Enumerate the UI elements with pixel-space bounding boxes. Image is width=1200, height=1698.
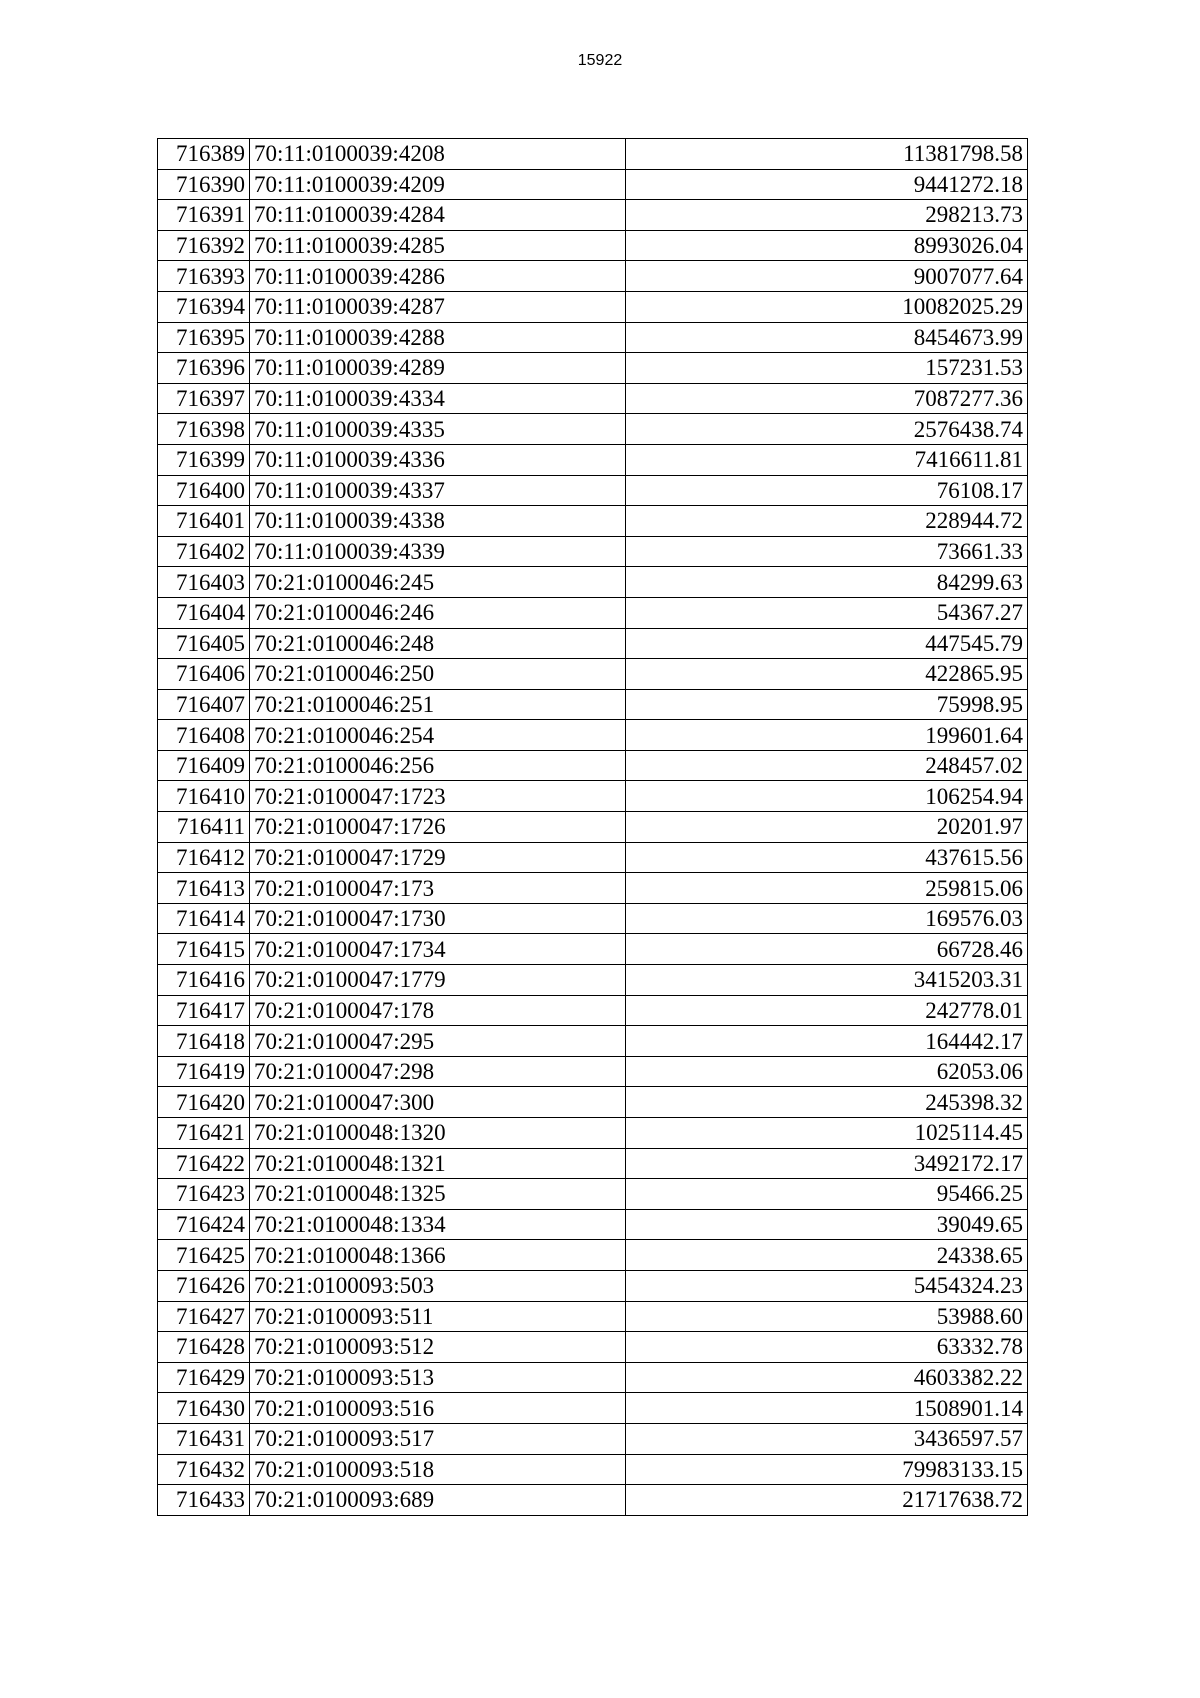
row-number-cell: 716425 [158,1240,250,1271]
row-number-cell: 716407 [158,689,250,720]
value-cell: 7087277.36 [626,383,1028,414]
row-number-cell: 716400 [158,475,250,506]
value-cell: 9441272.18 [626,169,1028,200]
value-cell: 24338.65 [626,1240,1028,1271]
row-number-cell: 716415 [158,934,250,965]
table-row [158,659,1028,690]
row-number-cell: 716405 [158,628,250,659]
value-cell: 76108.17 [626,475,1028,506]
cadastral-number-cell: 70:21:0100046:254 [250,720,626,751]
value-cell: 242778.01 [626,995,1028,1026]
cadastral-number-cell: 70:21:0100046:245 [250,567,626,598]
cadastral-number-cell: 70:21:0100046:248 [250,628,626,659]
row-number-cell: 716430 [158,1393,250,1424]
row-number-cell: 716410 [158,781,250,812]
cadastral-number-cell: 70:21:0100047:1734 [250,934,626,965]
value-cell: 10082025.29 [626,291,1028,322]
row-number-cell: 716394 [158,291,250,322]
table-row [158,1240,1028,1271]
value-cell: 199601.64 [626,720,1028,751]
cadastral-number-cell: 70:21:0100046:251 [250,689,626,720]
row-number-cell: 716419 [158,1056,250,1087]
table-row [158,1148,1028,1179]
row-number-cell: 716431 [158,1423,250,1454]
row-number-cell: 716429 [158,1362,250,1393]
row-number-cell: 716420 [158,1087,250,1118]
table-row [158,200,1028,231]
table-row [158,597,1028,628]
table-row [158,169,1028,200]
row-number-cell: 716402 [158,536,250,567]
table-row [158,1423,1028,1454]
table-row [158,1087,1028,1118]
table-row [158,1332,1028,1363]
cadastral-number-cell: 70:21:0100048:1334 [250,1209,626,1240]
table-row [158,1179,1028,1210]
value-cell: 21717638.72 [626,1485,1028,1516]
cadastral-number-cell: 70:11:0100039:4285 [250,230,626,261]
value-cell: 3492172.17 [626,1148,1028,1179]
row-number-cell: 716409 [158,750,250,781]
cadastral-number-cell: 70:11:0100039:4209 [250,169,626,200]
value-cell: 39049.65 [626,1209,1028,1240]
cadastral-number-cell: 70:21:0100093:518 [250,1454,626,1485]
table-row [158,903,1028,934]
row-number-cell: 716396 [158,353,250,384]
cadastral-number-cell: 70:11:0100039:4334 [250,383,626,414]
table-row [158,689,1028,720]
cadastral-number-cell: 70:21:0100046:246 [250,597,626,628]
value-cell: 53988.60 [626,1301,1028,1332]
table-row [158,261,1028,292]
row-number-cell: 716414 [158,903,250,934]
row-number-cell: 716395 [158,322,250,353]
cadastral-number-cell: 70:11:0100039:4208 [250,139,626,170]
cadastral-number-cell: 70:21:0100047:1723 [250,781,626,812]
row-number-cell: 716416 [158,965,250,996]
table-row [158,475,1028,506]
row-number-cell: 716406 [158,659,250,690]
records-table-body [158,139,1028,1516]
table-row [158,506,1028,537]
table-row [158,720,1028,751]
row-number-cell: 716401 [158,506,250,537]
table-row [158,873,1028,904]
table-row [158,139,1028,170]
row-number-cell: 716392 [158,230,250,261]
cadastral-number-cell: 70:21:0100047:1729 [250,842,626,873]
value-cell: 63332.78 [626,1332,1028,1363]
row-number-cell: 716426 [158,1270,250,1301]
value-cell: 164442.17 [626,1026,1028,1057]
cadastral-number-cell: 70:21:0100093:513 [250,1362,626,1393]
value-cell: 11381798.58 [626,139,1028,170]
row-number-cell: 716424 [158,1209,250,1240]
table-row [158,1056,1028,1087]
cadastral-number-cell: 70:21:0100047:178 [250,995,626,1026]
value-cell: 2576438.74 [626,414,1028,445]
row-number-cell: 716418 [158,1026,250,1057]
table-row [158,1301,1028,1332]
value-cell: 20201.97 [626,812,1028,843]
table-row [158,1270,1028,1301]
cadastral-number-cell: 70:11:0100039:4335 [250,414,626,445]
value-cell: 5454324.23 [626,1270,1028,1301]
cadastral-number-cell: 70:11:0100039:4286 [250,261,626,292]
value-cell: 95466.25 [626,1179,1028,1210]
cadastral-number-cell: 70:21:0100048:1320 [250,1118,626,1149]
value-cell: 9007077.64 [626,261,1028,292]
value-cell: 422865.95 [626,659,1028,690]
cadastral-number-cell: 70:21:0100048:1321 [250,1148,626,1179]
table-row [158,230,1028,261]
table-row [158,842,1028,873]
value-cell: 106254.94 [626,781,1028,812]
row-number-cell: 716403 [158,567,250,598]
table-row [158,291,1028,322]
cadastral-number-cell: 70:11:0100039:4287 [250,291,626,322]
row-number-cell: 716432 [158,1454,250,1485]
value-cell: 3415203.31 [626,965,1028,996]
value-cell: 84299.63 [626,567,1028,598]
row-number-cell: 716422 [158,1148,250,1179]
cadastral-number-cell: 70:11:0100039:4339 [250,536,626,567]
cadastral-number-cell: 70:11:0100039:4289 [250,353,626,384]
cadastral-number-cell: 70:21:0100047:298 [250,1056,626,1087]
table-row [158,781,1028,812]
cadastral-number-cell: 70:21:0100047:1730 [250,903,626,934]
row-number-cell: 716428 [158,1332,250,1363]
table-row [158,383,1028,414]
value-cell: 79983133.15 [626,1454,1028,1485]
row-number-cell: 716404 [158,597,250,628]
row-number-cell: 716398 [158,414,250,445]
cadastral-number-cell: 70:21:0100093:512 [250,1332,626,1363]
table-row [158,1026,1028,1057]
row-number-cell: 716412 [158,842,250,873]
cadastral-number-cell: 70:21:0100047:173 [250,873,626,904]
value-cell: 66728.46 [626,934,1028,965]
value-cell: 8454673.99 [626,322,1028,353]
cadastral-number-cell: 70:11:0100039:4288 [250,322,626,353]
value-cell: 259815.06 [626,873,1028,904]
row-number-cell: 716413 [158,873,250,904]
row-number-cell: 716389 [158,139,250,170]
cadastral-number-cell: 70:21:0100046:250 [250,659,626,690]
value-cell: 7416611.81 [626,444,1028,475]
value-cell: 62053.06 [626,1056,1028,1087]
row-number-cell: 716391 [158,200,250,231]
cadastral-number-cell: 70:21:0100047:295 [250,1026,626,1057]
cadastral-number-cell: 70:21:0100047:300 [250,1087,626,1118]
cadastral-number-cell: 70:21:0100093:511 [250,1301,626,1332]
table-row [158,322,1028,353]
value-cell: 73661.33 [626,536,1028,567]
cadastral-number-cell: 70:11:0100039:4284 [250,200,626,231]
cadastral-number-cell: 70:21:0100048:1366 [250,1240,626,1271]
value-cell: 4603382.22 [626,1362,1028,1393]
row-number-cell: 716408 [158,720,250,751]
cadastral-number-cell: 70:21:0100048:1325 [250,1179,626,1210]
table-row [158,965,1028,996]
cadastral-number-cell: 70:11:0100039:4336 [250,444,626,475]
table-row [158,444,1028,475]
table-row [158,995,1028,1026]
cadastral-number-cell: 70:21:0100093:689 [250,1485,626,1516]
table-row [158,1393,1028,1424]
row-number-cell: 716427 [158,1301,250,1332]
table-row [158,934,1028,965]
value-cell: 169576.03 [626,903,1028,934]
page-number: 15922 [577,52,623,69]
value-cell: 228944.72 [626,506,1028,537]
records-table [157,138,1028,1516]
value-cell: 447545.79 [626,628,1028,659]
cadastral-number-cell: 70:11:0100039:4337 [250,475,626,506]
table-row [158,628,1028,659]
row-number-cell: 716397 [158,383,250,414]
row-number-cell: 716433 [158,1485,250,1516]
cadastral-number-cell: 70:21:0100046:256 [250,750,626,781]
value-cell: 3436597.57 [626,1423,1028,1454]
row-number-cell: 716399 [158,444,250,475]
cadastral-number-cell: 70:21:0100093:503 [250,1270,626,1301]
row-number-cell: 716411 [158,812,250,843]
table-row [158,414,1028,445]
cadastral-number-cell: 70:21:0100047:1779 [250,965,626,996]
cadastral-number-cell: 70:21:0100093:516 [250,1393,626,1424]
value-cell: 1025114.45 [626,1118,1028,1149]
table-row [158,1454,1028,1485]
row-number-cell: 716423 [158,1179,250,1210]
table-row [158,1118,1028,1149]
table-row [158,1209,1028,1240]
table-row [158,812,1028,843]
value-cell: 75998.95 [626,689,1028,720]
value-cell: 157231.53 [626,353,1028,384]
table-row [158,1485,1028,1516]
value-cell: 245398.32 [626,1087,1028,1118]
value-cell: 298213.73 [626,200,1028,231]
value-cell: 8993026.04 [626,230,1028,261]
row-number-cell: 716390 [158,169,250,200]
row-number-cell: 716421 [158,1118,250,1149]
table-row [158,750,1028,781]
cadastral-number-cell: 70:21:0100047:1726 [250,812,626,843]
cadastral-number-cell: 70:11:0100039:4338 [250,506,626,537]
table-row [158,536,1028,567]
value-cell: 54367.27 [626,597,1028,628]
value-cell: 248457.02 [626,750,1028,781]
table-row [158,1362,1028,1393]
cadastral-number-cell: 70:21:0100093:517 [250,1423,626,1454]
row-number-cell: 716417 [158,995,250,1026]
value-cell: 437615.56 [626,842,1028,873]
table-row [158,567,1028,598]
table-row [158,353,1028,384]
value-cell: 1508901.14 [626,1393,1028,1424]
row-number-cell: 716393 [158,261,250,292]
